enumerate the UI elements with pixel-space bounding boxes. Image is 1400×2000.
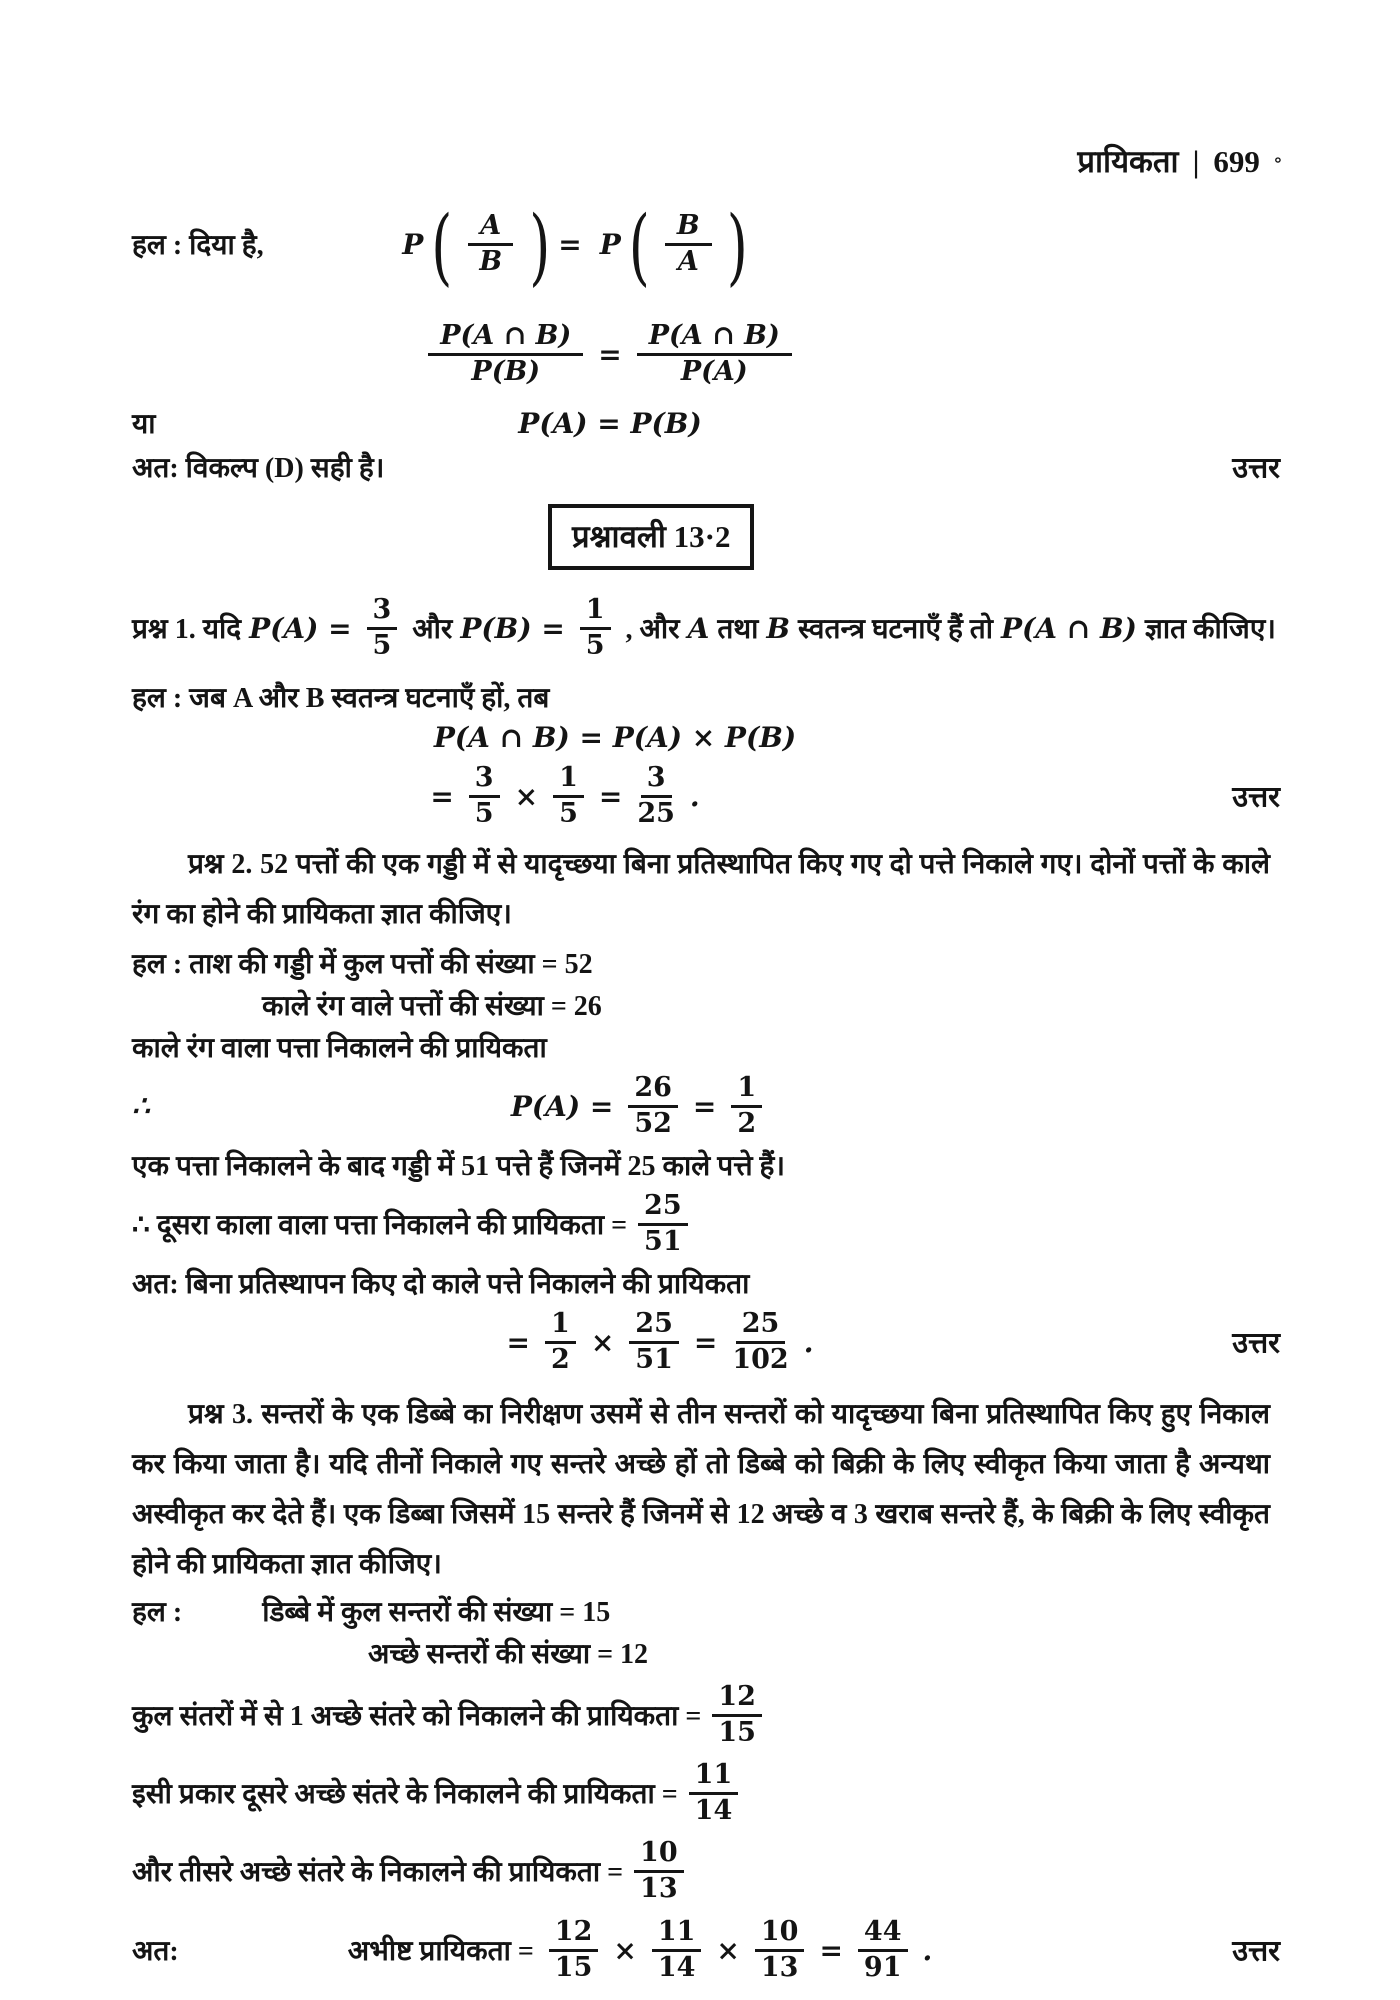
question-3-text: प्रश्न 3. सन्तरों के एक डिब्बे का निरीक्षण उसमें से तीन सन्तरों को यादृच्छया बिना प्रतिस्थापित किए हुए निकाल कर किया जाता है। यदि तीनों निकाले गए सन्तरे अच्छे हों तो डिब्बे को बिक्री के लिए स्वीकृत किया जाता है अन्यथा अस्वीकृत कर देते हैं। एक डिब्बा जिसमें 15 सन्तरे हैं जिनमें से 12 अच्छे व 3 खराब सन्तरे हैं, के बिक्री के लिए स्वीकृत होने की प्रायिकता ज्ञात कीजिए। <box>132 1399 1270 1580</box>
denominator: 13 <box>640 1872 678 1904</box>
numerator: 3 <box>367 595 398 629</box>
conclusion-row <box>0 448 1400 486</box>
q2-equation-1 <box>0 1068 1400 1144</box>
fraction <box>634 1838 684 1903</box>
numerator: 25 <box>736 1309 786 1343</box>
period: . <box>922 1933 933 1967</box>
answer-label: उत्तर <box>1232 1935 1280 1968</box>
numerator: 26 <box>628 1073 678 1107</box>
numerator: 25 <box>638 1191 688 1225</box>
q2-sol1-text: हल : ताश की गड्डी में कुल पत्तों की संख्या = 52 <box>132 949 593 980</box>
equals-sign: = <box>819 1933 843 1967</box>
therefore-sign: ∴ <box>132 1089 150 1123</box>
equals-sign: = <box>558 227 582 261</box>
answer-label: उत्तर <box>1232 781 1280 814</box>
equation-intersection-fractions <box>132 308 1088 400</box>
fraction <box>638 1191 688 1256</box>
fraction <box>469 763 500 828</box>
q2-sol3-text: काले रंग वाला पत्ता निकालने की प्रायिकता <box>132 1033 547 1064</box>
answer-label: उत्तर <box>1232 452 1280 485</box>
fraction <box>367 595 398 660</box>
period: . <box>803 1325 814 1359</box>
times-sign: × <box>514 779 539 813</box>
denominator: 2 <box>737 1107 757 1139</box>
desired-probability-label: अभीष्ट प्रायिकता = <box>347 1936 534 1967</box>
equation-text: P(A) = P(B) <box>518 406 702 440</box>
q3-line2-text: इसी प्रकार दूसरे अच्छे संतरे के निकालने की प्रायिकता = <box>132 1779 678 1810</box>
denominator: 13 <box>760 1951 799 1983</box>
q1-solution-line <box>0 678 1400 716</box>
fraction <box>545 1309 576 1374</box>
q1-equation-2 <box>0 760 1400 832</box>
fraction <box>858 1917 908 1982</box>
equation-pab-pba: P ( $\frac{A}{B}$ ) = P ( $\frac{B}{A}$ ) <box>402 197 748 296</box>
numerator: 44 <box>858 1917 908 1951</box>
q1-equation-1 <box>0 718 1400 756</box>
fraction <box>652 1917 702 1982</box>
numerator: P(A ∩ B) <box>637 321 792 355</box>
q1-math: P(B) = <box>460 611 565 645</box>
q1-math: B <box>766 611 791 645</box>
q2-sol4-text: एक पत्ता निकालने के बाद गड्डी में 51 पत्ते हैं जिनमें 25 काले पत्ते हैं। <box>132 1151 786 1182</box>
q1-segment: स्वतन्त्र घटनाएँ हैं तो <box>798 614 994 645</box>
equation-pa-equals-pb <box>132 404 1088 442</box>
fraction <box>712 1682 762 1747</box>
numerator: 1 <box>580 595 611 629</box>
q3-line3-text: और तीसरे अच्छे संतरे के निकालने की प्रायिकता = <box>132 1857 624 1888</box>
fraction <box>637 763 675 828</box>
page-header <box>1077 140 1282 182</box>
q1-segment: प्रश्न 1. यदि <box>132 614 242 645</box>
exercise-heading-wrap <box>0 504 1400 570</box>
times-sign: × <box>590 1325 615 1359</box>
denominator: A <box>677 245 699 277</box>
q2-equation-2 <box>0 1304 1400 1380</box>
fraction <box>637 321 792 386</box>
q1-math: P(A ∩ B) <box>1001 611 1137 645</box>
denominator: B <box>479 245 503 277</box>
numerator: 12 <box>549 1917 599 1951</box>
denominator: P(B) <box>471 355 541 387</box>
q2-solution-line-3 <box>0 1026 1400 1068</box>
or-equation-row <box>0 404 1400 442</box>
header-divider: | <box>1192 144 1200 179</box>
fraction <box>428 321 583 386</box>
equals-sign: = <box>692 1089 717 1123</box>
numerator: 3 <box>469 763 500 797</box>
hence-label: अत: <box>132 1936 179 1967</box>
q1-segment: , और <box>625 614 680 645</box>
fraction <box>629 1309 679 1374</box>
equation-lhs: P(A) = <box>510 1089 614 1123</box>
denominator: 102 <box>732 1343 789 1375</box>
denominator: 52 <box>634 1107 672 1139</box>
denominator: 51 <box>644 1225 682 1257</box>
exercise-box: प्रश्नावली 13·2 <box>548 504 754 570</box>
q2-sol2-text: काले रंग वाले पत्तों की संख्या = 26 <box>262 991 602 1022</box>
denominator: 14 <box>694 1794 733 1826</box>
q1-segment: तथा <box>717 614 759 645</box>
q3-sol1-text: डिब्बे में कुल सन्तरों की संख्या = 15 <box>262 1597 611 1628</box>
numerator: 25 <box>629 1309 679 1343</box>
page-number: 699 <box>1213 144 1260 179</box>
q2-solution-line-5 <box>0 1186 1400 1262</box>
equals-sign: = <box>598 337 622 371</box>
denominator: 91 <box>863 1951 902 1983</box>
numerator: P(A ∩ B) <box>428 321 583 355</box>
q3-sol2-text: अच्छे सन्तरों की संख्या = 12 <box>368 1639 649 1670</box>
denominator: 15 <box>718 1716 756 1748</box>
fraction <box>732 1309 788 1374</box>
denominator: 15 <box>554 1951 593 1983</box>
numerator: 11 <box>689 1760 739 1794</box>
q1-segment: और <box>412 614 453 645</box>
q3-probability-line-1 <box>0 1678 1400 1752</box>
fraction <box>755 1917 805 1982</box>
q2-sol6-text: अत: बिना प्रतिस्थापन किए दो काले पत्ते निकालने की प्रायिकता <box>132 1269 750 1300</box>
q1-solution-text: हल : जब A और B स्वतन्त्र घटनाएँ हों, तब <box>132 683 550 714</box>
math-p: P <box>599 227 621 261</box>
denominator: 5 <box>559 797 578 829</box>
solution-given-row <box>0 188 1400 300</box>
numerator: 10 <box>634 1838 684 1872</box>
math-p: P <box>402 227 424 261</box>
equals-sign: = <box>693 1325 718 1359</box>
q3-final-equation <box>0 1912 1400 1988</box>
answer-label: उत्तर <box>1232 1327 1280 1360</box>
or-label: या <box>132 409 156 440</box>
fraction <box>580 595 611 660</box>
numerator: 11 <box>652 1917 702 1951</box>
q2-solution-line-1 <box>0 942 1400 984</box>
numerator: 1 <box>731 1073 762 1107</box>
page-title: प्रायिकता <box>1077 144 1179 179</box>
fraction <box>549 1917 599 1982</box>
denominator: 5 <box>372 629 392 661</box>
q3-probability-line-3 <box>0 1834 1400 1908</box>
equals-sign: = <box>430 779 454 813</box>
numerator: A <box>468 211 513 245</box>
numerator: B <box>665 211 712 245</box>
q3-line1-text: कुल संतरों में से 1 अच्छे संतरे को निकालने की प्रायिकता = <box>132 1701 702 1732</box>
q1-math: A <box>687 611 710 645</box>
denominator: 2 <box>551 1343 570 1375</box>
fraction <box>553 763 584 828</box>
equation-text: P(A ∩ B) = P(A) × P(B) <box>433 720 797 754</box>
q1-math: P(A) = <box>249 611 352 645</box>
q3-probability-line-2 <box>0 1756 1400 1830</box>
conclusion-text: अत: विकल्प (D) सही है। <box>132 453 385 484</box>
fraction <box>665 211 712 276</box>
q3-solution-line-2 <box>0 1632 1400 1674</box>
numerator: 3 <box>641 763 672 797</box>
solve-label: हल : <box>132 1597 183 1628</box>
q3-solution-line-1 <box>0 1590 1400 1632</box>
period: . <box>689 779 700 813</box>
q2-solution-line-2 <box>0 984 1400 1026</box>
denominator: P(A) <box>680 355 748 387</box>
scan-artifact: ॰ <box>1273 152 1282 173</box>
numerator: 10 <box>755 1917 805 1951</box>
q1-segment: ज्ञात कीजिए। <box>1144 614 1276 645</box>
fraction <box>467 211 514 276</box>
fraction <box>689 1760 739 1825</box>
q2-solution-line-4 <box>0 1144 1400 1186</box>
denominator: 5 <box>474 797 494 829</box>
numerator: 12 <box>712 1682 762 1716</box>
numerator: 1 <box>553 763 584 797</box>
denominator: 25 <box>637 797 675 829</box>
fraction <box>731 1073 762 1138</box>
equation-conditional-row <box>0 308 1400 400</box>
times-sign: × <box>613 1933 637 1967</box>
question-1-text <box>0 584 1400 672</box>
equals-sign: = <box>598 779 623 813</box>
equals-sign: = <box>506 1325 531 1359</box>
numerator: 1 <box>545 1309 576 1343</box>
q2-solution-line-6 <box>0 1262 1400 1304</box>
question-2-text: प्रश्न 2. 52 पत्तों की एक गड्डी में से यादृच्छया बिना प्रतिस्थापित किए गए दो पत्ते निकाले गए। दोनों पत्तों के काले रंग का होने की प्रायिकता ज्ञात कीजिए। <box>132 849 1270 930</box>
times-sign: × <box>716 1933 740 1967</box>
solve-label: हल : दिया है, <box>132 230 264 261</box>
denominator: 5 <box>585 629 605 661</box>
denominator: 14 <box>657 1951 696 1983</box>
denominator: 51 <box>635 1343 673 1375</box>
q2-sol5-text: ∴ दूसरा काला वाला पत्ता निकालने की प्रायिकता = <box>132 1210 628 1241</box>
fraction <box>628 1073 678 1138</box>
